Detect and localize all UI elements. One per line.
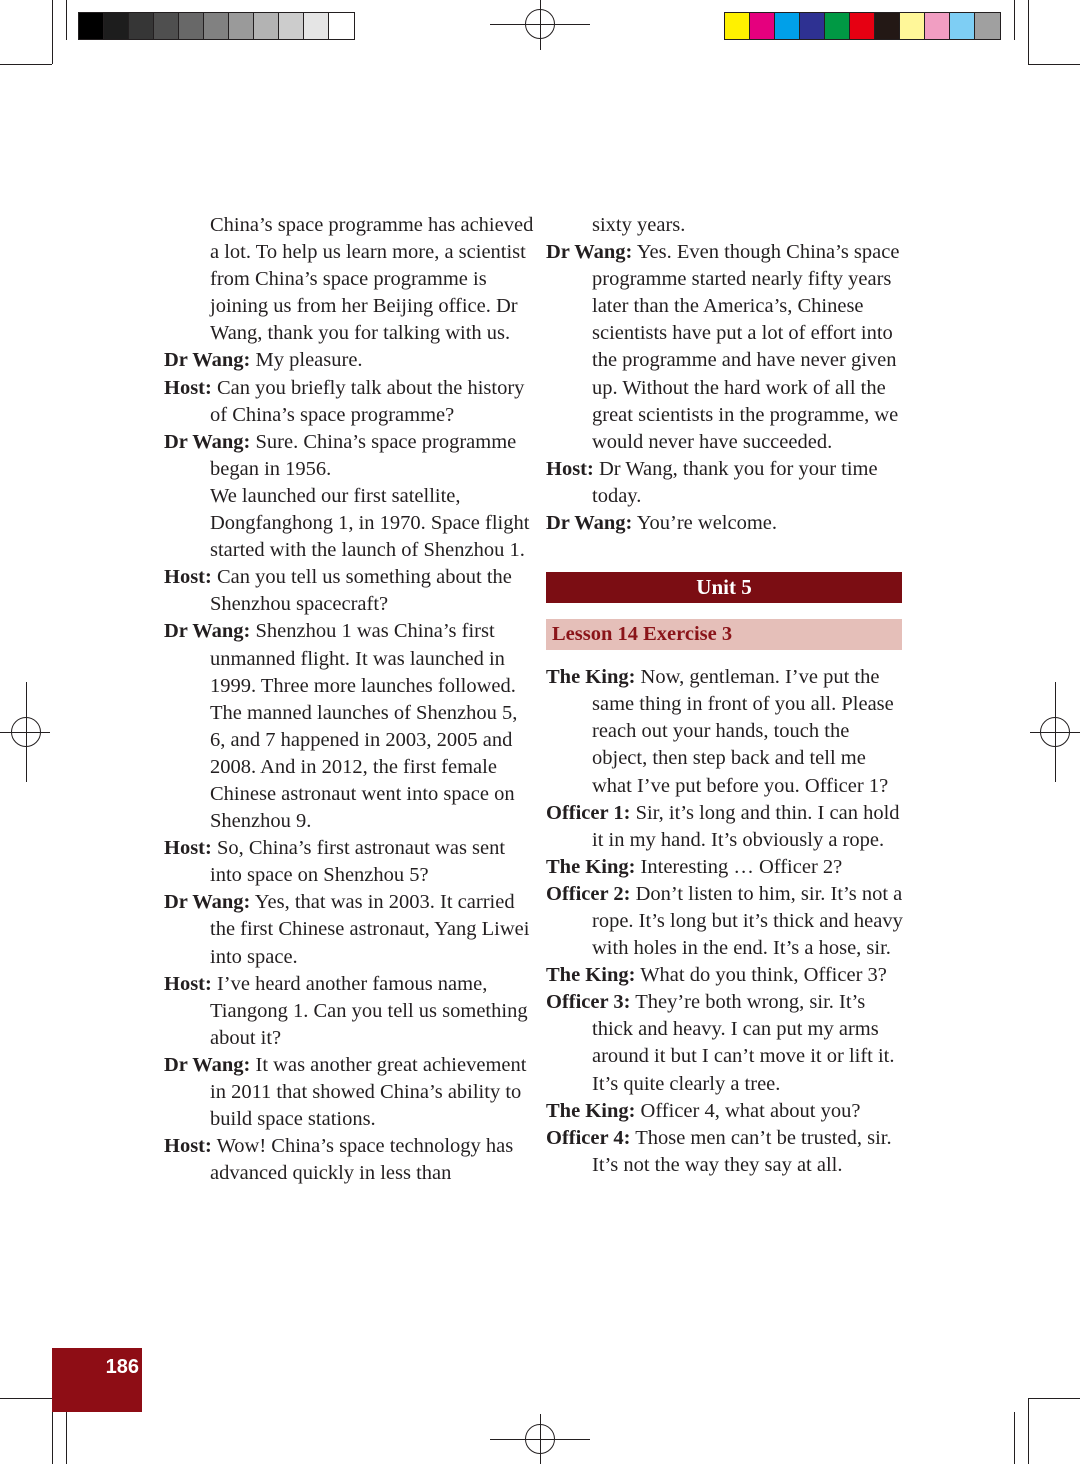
color-swatch <box>950 13 975 39</box>
line-text: I’ve heard another famous name, Tiangong 1. Can you tell us something about it? <box>210 972 528 1049</box>
line-text: sixty years. <box>592 214 686 236</box>
speaker-name: The King: <box>546 1099 636 1122</box>
lesson-heading: Lesson 14 Exercise 3 <box>546 619 902 650</box>
color-swatch <box>850 13 875 39</box>
line-text: Yes. Even though China’s space programme started nearly fifty years later than the America’s, Chinese scientists have put a lot of effort into the programme and have never given up. Without the hard work of all the great scientists in the programme, we would never have succeeded. <box>592 241 900 453</box>
line-text: We launched our first satellite, Dongfanghong 1, in 1970. Space flight started with the launch of Shenzhou 1. <box>210 484 530 562</box>
gray-swatch <box>79 13 104 39</box>
speaker-name: Host: <box>546 457 594 480</box>
dialogue-line <box>546 239 906 456</box>
line-text: Now, gentleman. I’ve put the same thing in front of you all. Please reach out your hands, touch the object, then step back and tell me what I’ve put before you. Officer 1? <box>592 666 894 797</box>
speaker-name: Dr Wang: <box>546 241 633 264</box>
right-text-column <box>546 212 906 1179</box>
speaker-name: Host: <box>164 972 212 995</box>
dialogue-line <box>164 212 534 347</box>
dialogue-line <box>546 456 906 510</box>
line-text: They’re both wrong, sir. It’s thick and heavy. I can put my arms around it but I can’t move it or lift it. It’s quite clearly a tree. <box>592 991 895 1095</box>
speaker-name: Officer 2: <box>546 882 631 905</box>
speaker-name: The King: <box>546 666 636 689</box>
dialogue-line <box>164 889 534 970</box>
line-text: Can you briefly talk about the history of China’s space programme? <box>210 376 525 426</box>
line-text: Those men can’t be trusted, sir. It’s not the way they say at all. <box>592 1126 892 1176</box>
dialogue-line <box>546 1125 906 1179</box>
dialogue-continuation <box>546 212 906 537</box>
line-text: Can you tell us something about the Shenzhou spacecraft? <box>210 566 512 616</box>
color-swatch <box>800 13 825 39</box>
line-text: Yes, that was in 2003. It carried the first Chinese astronaut, Yang Liwei into space. <box>210 891 530 968</box>
dialogue-line <box>546 510 906 537</box>
dialogue-line <box>546 854 906 881</box>
dialogue-line <box>546 664 906 799</box>
gray-swatch <box>279 13 304 39</box>
gray-swatch <box>129 13 154 39</box>
dialogue-line <box>164 564 534 618</box>
lesson-dialogue <box>546 664 906 1179</box>
color-swatch <box>900 13 925 39</box>
speaker-name: Host: <box>164 376 212 399</box>
gray-swatch <box>204 13 229 39</box>
grayscale-color-bar <box>78 12 355 40</box>
speaker-name: Host: <box>164 1135 212 1158</box>
speaker-name: Dr Wang: <box>164 891 251 914</box>
dialogue-line <box>164 1133 534 1187</box>
line-text: Officer 4, what about you? <box>640 1099 861 1122</box>
dialogue-line <box>546 1098 906 1125</box>
gray-swatch <box>229 13 254 39</box>
line-text: China’s space programme has achieved a lot. To help us learn more, a scientist from China’s space programme is joining us from her Beijing office. Dr Wang, thank you for talking with us. <box>210 214 534 345</box>
speaker-name: The King: <box>546 855 636 878</box>
unit-heading: Unit 5 <box>546 572 902 603</box>
line-text: Wow! China’s space technology has advanced quickly in less than <box>210 1135 514 1185</box>
dialogue-line <box>164 429 534 483</box>
color-swatch <box>750 13 775 39</box>
dialogue-line <box>164 483 534 564</box>
speaker-name: Officer 4: <box>546 1126 631 1149</box>
dialogue-line <box>546 212 906 239</box>
gray-swatch <box>304 13 329 39</box>
dialogue-line <box>164 618 534 835</box>
line-text: Don’t listen to him, sir. It’s not a rope. It’s long but it’s thick and heavy with holes in the end. It’s a hose, sir. <box>592 882 903 960</box>
dialogue-line <box>546 800 906 854</box>
gray-swatch <box>104 13 129 39</box>
color-swatch <box>725 13 750 39</box>
speaker-name: Dr Wang: <box>164 1053 251 1076</box>
color-swatch <box>975 13 1000 39</box>
line-text: So, China’s first astronaut was sent into space on Shenzhou 5? <box>210 837 506 887</box>
dialogue-line <box>164 347 534 374</box>
speaker-name: Officer 1: <box>546 801 631 824</box>
gray-swatch <box>179 13 204 39</box>
dialogue-line <box>164 971 534 1052</box>
line-text: Sure. China’s space programme began in 1956. <box>210 430 517 480</box>
line-text: Sir, it’s long and thin. I can hold it in my hand. It’s obviously a rope. <box>592 801 900 851</box>
process-color-bar <box>724 12 1001 40</box>
left-text-column <box>164 212 534 1187</box>
color-swatch <box>925 13 950 39</box>
gray-swatch <box>329 13 354 39</box>
line-text: Interesting … Officer 2? <box>640 855 843 878</box>
speaker-name: Host: <box>164 837 212 860</box>
line-text: Shenzhou 1 was China’s first unmanned flight. It was launched in 1999. Three more launches followed. The manned launches of Shenzhou 5, 6, and 7 happened in 2003, 2005 and 2008. And in 2012, the first female Chinese astronaut went into space on Shenzhou 9. <box>210 620 518 833</box>
speaker-name: Host: <box>164 566 212 589</box>
gray-swatch <box>154 13 179 39</box>
speaker-name: Dr Wang: <box>546 512 633 535</box>
dialogue-line <box>546 881 906 962</box>
speaker-name: The King: <box>546 964 636 987</box>
line-text: It was another great achievement in 2011 that showed China’s ability to build space stations. <box>210 1053 527 1131</box>
color-swatch <box>875 13 900 39</box>
gray-swatch <box>254 13 279 39</box>
dialogue-line <box>546 989 906 1097</box>
color-swatch <box>775 13 800 39</box>
color-swatch <box>825 13 850 39</box>
dialogue-line <box>164 835 534 889</box>
dialogue-line <box>546 962 906 989</box>
page-number: 186 <box>52 1348 142 1412</box>
line-text: What do you think, Officer 3? <box>640 964 887 987</box>
speaker-name: Dr Wang: <box>164 620 251 643</box>
line-text: Dr Wang, thank you for your time today. <box>592 457 878 507</box>
dialogue-line <box>164 1052 534 1133</box>
line-text: You’re welcome. <box>636 512 778 535</box>
speaker-name: Dr Wang: <box>164 430 251 453</box>
speaker-name: Dr Wang: <box>164 349 251 372</box>
dialogue-line <box>164 375 534 429</box>
speaker-name: Officer 3: <box>546 991 631 1014</box>
line-text: My pleasure. <box>255 349 363 372</box>
